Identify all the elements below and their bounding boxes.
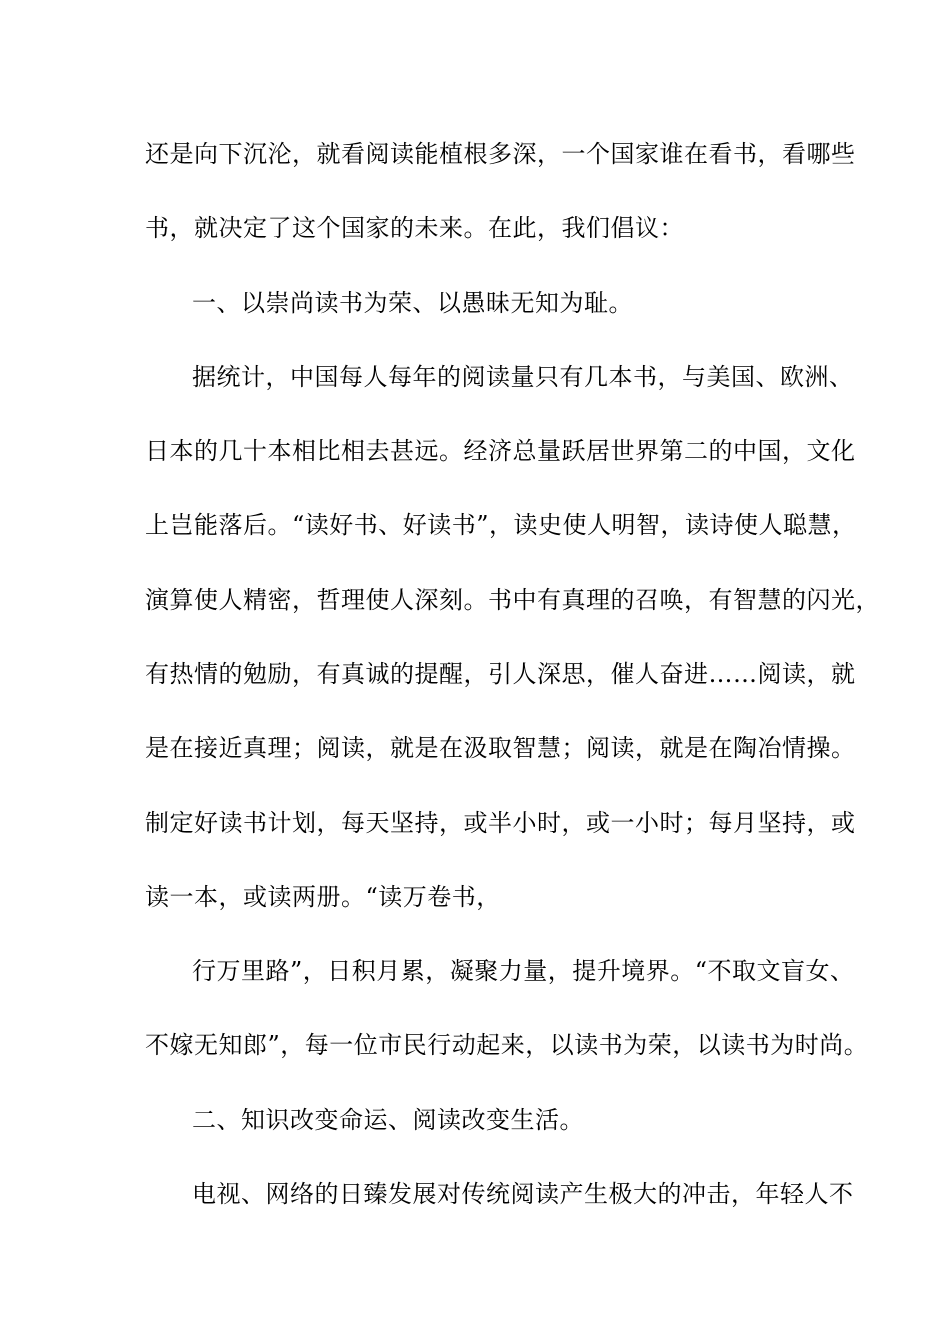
text-line-9: 是在接近真理；阅读，就是在汲取智慧；阅读，就是在陶冶情操。 bbox=[145, 734, 856, 762]
text-line-1: 还是向下沉沦，就看阅读能植根多深，一个国家谁在看书，看哪些 bbox=[145, 140, 856, 168]
text-line-2: 书，就决定了这个国家的未来。在此，我们倡议： bbox=[145, 214, 684, 242]
text-line-15: 电视、网络的日臻发展对传统阅读产生极大的冲击，年轻人不 bbox=[192, 1180, 854, 1208]
text-line-12: 行万里路”，日积月累，凝聚力量，提升境界。“不取文盲女、 bbox=[192, 957, 855, 985]
text-line-7: 演算使人精密，哲理使人深刻。书中有真理的召唤，有智慧的闪光， bbox=[145, 586, 880, 614]
section-heading-1: 一、以崇尚读书为荣、以愚昧无知为耻。 bbox=[192, 289, 633, 317]
text-line-11: 读一本，或读两册。“读万卷书， bbox=[145, 883, 501, 911]
text-line-8: 有热情的勉励，有真诚的提醒，引人深思，催人奋进……阅读，就 bbox=[145, 660, 856, 688]
text-line-13: 不嫁无知郎”，每一位市民行动起来，以读书为荣，以读书为时尚。 bbox=[145, 1031, 869, 1059]
text-line-5: 日本的几十本相比相去甚远。经济总量跃居世界第二的中国，文化 bbox=[145, 437, 856, 465]
text-line-4: 据统计，中国每人每年的阅读量只有几本书，与美国、欧洲、 bbox=[192, 363, 854, 391]
text-line-6: 上岂能落后。“读好书、好读书”，读史使人明智，读诗使人聪慧， bbox=[145, 511, 857, 539]
section-heading-2: 二、知识改变命运、阅读改变生活。 bbox=[192, 1106, 584, 1134]
text-line-10: 制定好读书计划，每天坚持，或半小时，或一小时；每月坚持，或 bbox=[145, 809, 856, 837]
